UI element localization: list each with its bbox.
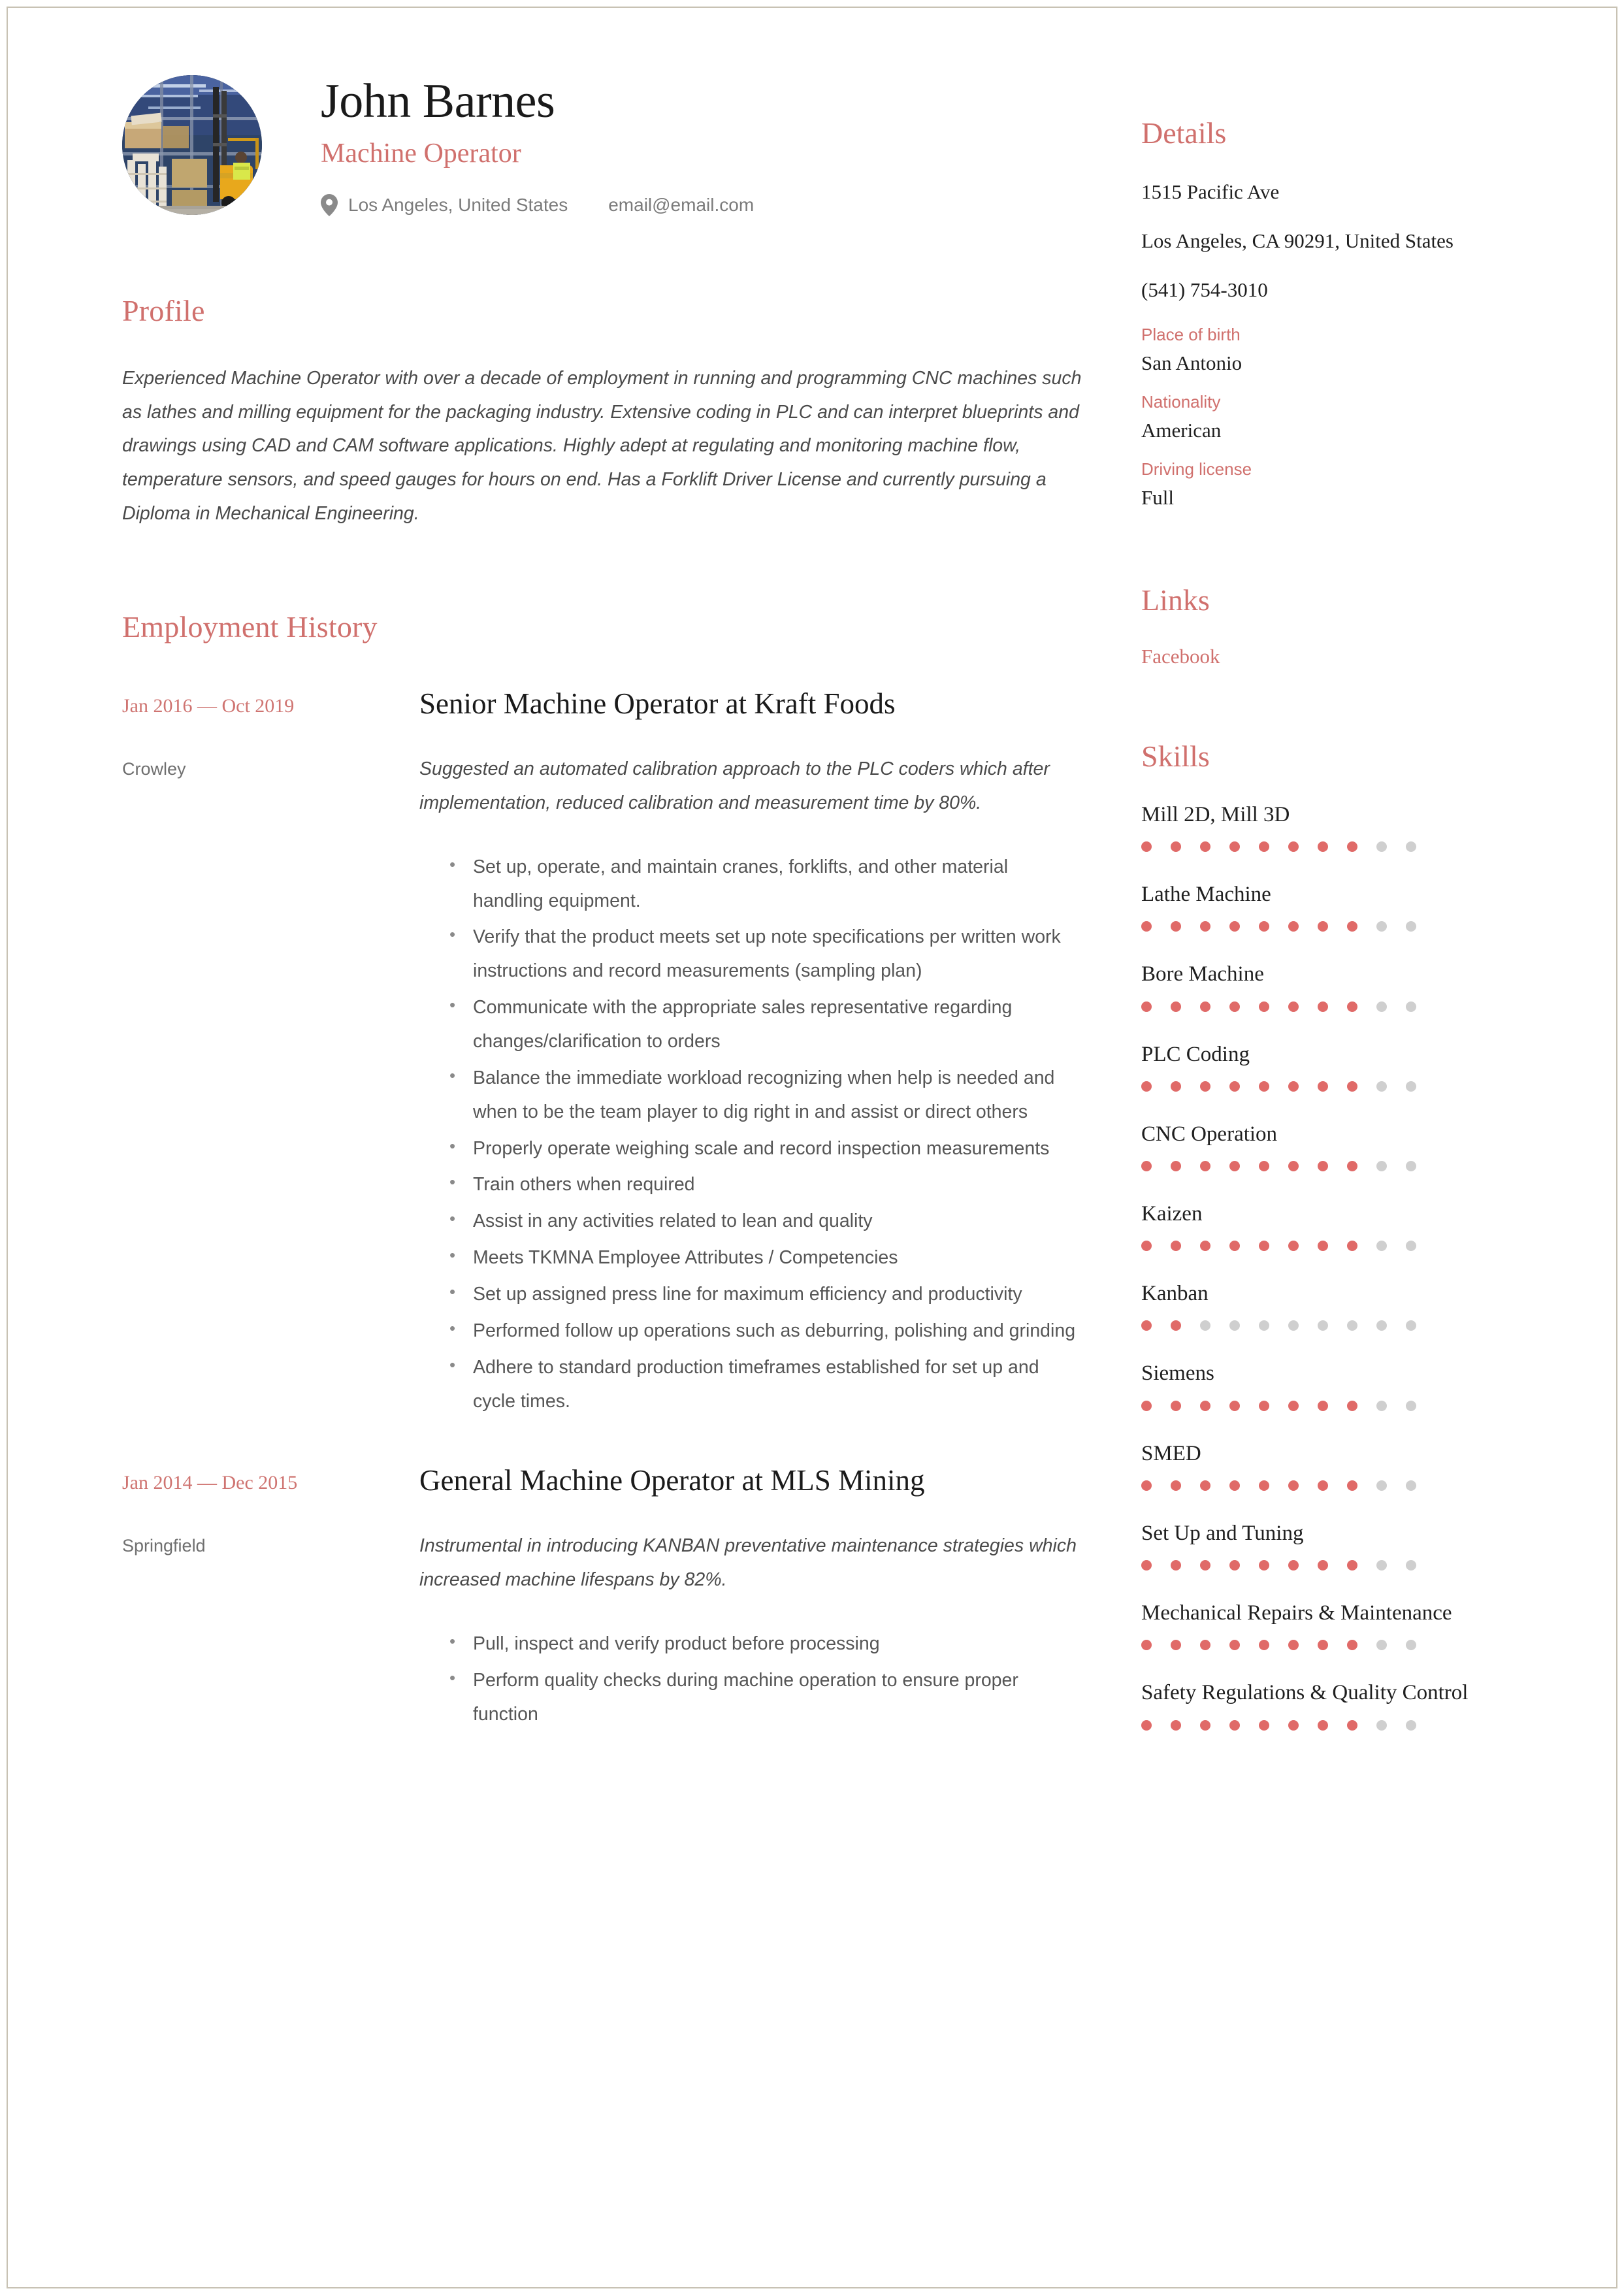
skill-dot-filled xyxy=(1200,1001,1210,1012)
skill-dot-empty xyxy=(1376,1241,1387,1251)
skill-dot-filled xyxy=(1200,1480,1210,1491)
skill-dot-filled xyxy=(1141,1320,1152,1331)
job-bullet: • Set up, operate, and maintain cranes, forklifts, and other material handling equipment. xyxy=(449,851,1082,919)
skill-dot-filled xyxy=(1171,1640,1181,1650)
skill-item xyxy=(1141,881,1538,932)
skill-dot-filled xyxy=(1229,1560,1240,1571)
skill-dot-filled xyxy=(1288,921,1299,932)
skill-dot-filled xyxy=(1171,1001,1181,1012)
skill-dot-empty xyxy=(1406,1320,1416,1331)
skill-item xyxy=(1141,1359,1538,1410)
skill-dot-filled xyxy=(1171,841,1181,852)
skill-dot-empty xyxy=(1406,1161,1416,1171)
resume-page xyxy=(7,7,1617,2288)
skill-dot-filled xyxy=(1318,1720,1328,1731)
job-body xyxy=(419,686,1082,1421)
place-of-birth-label: Place of birth xyxy=(1141,324,1241,344)
skill-item xyxy=(1141,1679,1538,1730)
skill-dot-filled xyxy=(1200,1560,1210,1571)
skill-dot-empty xyxy=(1259,1320,1269,1331)
skill-dot-filled xyxy=(1171,1161,1181,1171)
skill-dot-empty xyxy=(1376,921,1387,932)
skill-dot-filled xyxy=(1259,1081,1269,1092)
skill-dot-filled xyxy=(1347,841,1357,852)
skill-item xyxy=(1141,1520,1538,1571)
skill-dot-filled xyxy=(1141,1081,1152,1092)
skill-dot-filled xyxy=(1347,1401,1357,1411)
driving-license-label: Driving license xyxy=(1141,459,1252,479)
profile-text: Experienced Machine Operator with over a decade of employment in running and programming CNC machines such as lathes and milling equipment for the packaging industry. Extensive coding in PLC and can interpret blueprints and drawings using CAD and CAM software applications. Highly adept at regulating and monitoring machine flow, temperature sensors, and speed gauges for hours on end. Has a Forklift Driver License and currently pursuing a Diploma in Mechanical Engineering. xyxy=(122,367,1082,525)
skills-section xyxy=(1141,739,1538,1731)
skill-rating-dots xyxy=(1141,1640,1538,1650)
job-bullet: • Adhere to standard production timeframes established for set up and cycle times. xyxy=(449,1351,1082,1419)
skill-dot-empty xyxy=(1376,1560,1387,1571)
skill-dot-filled xyxy=(1171,1081,1181,1092)
profile-photo xyxy=(122,75,262,215)
skill-dot-filled xyxy=(1288,1560,1299,1571)
skill-dot-filled xyxy=(1259,1241,1269,1251)
skill-dot-filled xyxy=(1259,841,1269,852)
job-bullet: • Communicate with the appropriate sales representative regarding changes/clarification to orders xyxy=(449,991,1082,1059)
links-section xyxy=(1141,583,1538,668)
skill-dot-empty xyxy=(1406,1081,1416,1092)
skill-dot-filled xyxy=(1259,1401,1269,1411)
skill-rating-dots xyxy=(1141,841,1538,852)
skill-item xyxy=(1141,1440,1538,1491)
job-entry xyxy=(122,686,1082,1421)
skill-rating-dots xyxy=(1141,1401,1538,1411)
skill-dot-filled xyxy=(1141,1480,1152,1491)
skill-dot-empty xyxy=(1376,1720,1387,1731)
skill-dot-filled xyxy=(1171,1480,1181,1491)
skill-name: Set Up and Tuning xyxy=(1141,1521,1304,1545)
skill-dot-filled xyxy=(1171,921,1181,932)
skill-dot-filled xyxy=(1141,921,1152,932)
skill-dot-filled xyxy=(1288,1640,1299,1650)
skill-rating-dots xyxy=(1141,1560,1538,1571)
skill-dot-empty xyxy=(1376,1640,1387,1650)
skill-dot-filled xyxy=(1200,1720,1210,1731)
profile-section xyxy=(122,293,1082,531)
skill-name: Safety Regulations & Quality Control xyxy=(1141,1681,1469,1705)
contact-location: Los Angeles, United States xyxy=(348,194,568,215)
skill-name: PLC Coding xyxy=(1141,1042,1250,1066)
header-text xyxy=(262,70,754,216)
skill-dot-empty xyxy=(1406,1241,1416,1251)
skill-dot-filled xyxy=(1141,1401,1152,1411)
skill-dot-filled xyxy=(1318,1001,1328,1012)
skill-rating-dots xyxy=(1141,1320,1538,1331)
skill-dot-filled xyxy=(1259,1720,1269,1731)
nationality-label: Nationality xyxy=(1141,391,1221,412)
skill-dot-filled xyxy=(1347,1640,1357,1650)
skill-item xyxy=(1141,1280,1538,1331)
skill-dot-filled xyxy=(1200,1640,1210,1650)
skill-item xyxy=(1141,1120,1538,1171)
skill-dot-filled xyxy=(1229,1720,1240,1731)
skill-dot-filled xyxy=(1200,1161,1210,1171)
skill-dot-filled xyxy=(1347,1241,1357,1251)
skill-name: Kaizen xyxy=(1141,1201,1203,1226)
job-bullet: • Perform quality checks during machine operation to ensure proper function xyxy=(449,1664,1082,1732)
skill-dot-filled xyxy=(1347,1161,1357,1171)
skill-dot-filled xyxy=(1347,1001,1357,1012)
skill-name: Bore Machine xyxy=(1141,962,1264,986)
skill-dot-filled xyxy=(1347,1560,1357,1571)
skill-dot-filled xyxy=(1288,1720,1299,1731)
skill-name: Mill 2D, Mill 3D xyxy=(1141,802,1290,826)
contact-email[interactable]: email@email.com xyxy=(608,194,755,215)
details-section xyxy=(1141,116,1538,510)
skill-dot-filled xyxy=(1229,1001,1240,1012)
address-line-2: Los Angeles, CA 90291, United States xyxy=(1141,229,1453,252)
nationality-value: American xyxy=(1141,418,1222,442)
skills-heading: Skills xyxy=(1141,739,1210,773)
job-bullet: • Properly operate weighing scale and record inspection measurements xyxy=(449,1132,1082,1166)
skill-dot-filled xyxy=(1318,1480,1328,1491)
skill-name: CNC Operation xyxy=(1141,1122,1278,1146)
skill-dot-filled xyxy=(1259,921,1269,932)
location-pin-icon xyxy=(321,194,338,216)
skill-dot-empty xyxy=(1376,1081,1387,1092)
skill-dot-filled xyxy=(1141,1640,1152,1650)
skill-item xyxy=(1141,1599,1538,1650)
skill-dot-filled xyxy=(1318,1560,1328,1571)
skill-dot-filled xyxy=(1318,1241,1328,1251)
skill-dot-empty xyxy=(1406,1401,1416,1411)
job-body xyxy=(419,1463,1082,1734)
skill-dot-filled xyxy=(1229,1640,1240,1650)
links-container xyxy=(1141,645,1538,668)
skill-dot-filled xyxy=(1141,1161,1152,1171)
skill-dot-filled xyxy=(1200,1401,1210,1411)
skill-rating-dots xyxy=(1141,1241,1538,1251)
skill-dot-empty xyxy=(1406,1640,1416,1650)
skill-item xyxy=(1141,1041,1538,1092)
skill-name: SMED xyxy=(1141,1441,1201,1465)
skill-dot-filled xyxy=(1229,1161,1240,1171)
skill-item xyxy=(1141,1200,1538,1251)
job-bullet: • Set up assigned press line for maximum efficiency and productivity xyxy=(449,1278,1082,1312)
job-date: Jan 2014 — Dec 2015 xyxy=(122,1472,298,1494)
job-bullet-list xyxy=(419,851,1082,1419)
main-column xyxy=(122,70,1135,1734)
skill-dot-empty xyxy=(1229,1320,1240,1331)
skill-dot-filled xyxy=(1347,1720,1357,1731)
job-bullet: • Balance the immediate workload recognizing when help is needed and when to be the team player to dig right in and assist or direct others xyxy=(449,1062,1082,1130)
skills-container xyxy=(1141,801,1538,1731)
skill-dot-empty xyxy=(1406,1560,1416,1571)
skill-rating-dots xyxy=(1141,921,1538,932)
skill-dot-filled xyxy=(1229,1480,1240,1491)
skill-dot-filled xyxy=(1141,841,1152,852)
skill-rating-dots xyxy=(1141,1001,1538,1012)
skill-dot-filled xyxy=(1171,1720,1181,1731)
skill-dot-empty xyxy=(1376,1401,1387,1411)
job-bullet: • Meets TKMNA Employee Attributes / Competencies xyxy=(449,1241,1082,1275)
skill-dot-filled xyxy=(1288,1161,1299,1171)
job-heading: Senior Machine Operator at Kraft Foods xyxy=(419,687,896,720)
job-city: Crowley xyxy=(122,758,186,779)
skill-dot-filled xyxy=(1288,1081,1299,1092)
job-title-subtitle: Machine Operator xyxy=(321,138,521,169)
skill-dot-filled xyxy=(1318,841,1328,852)
skill-dot-empty xyxy=(1376,1161,1387,1171)
skill-dot-filled xyxy=(1141,1560,1152,1571)
skill-dot-empty xyxy=(1376,1320,1387,1331)
skill-dot-empty xyxy=(1406,921,1416,932)
skill-dot-filled xyxy=(1229,921,1240,932)
skill-dot-empty xyxy=(1376,1001,1387,1012)
job-city: Springfield xyxy=(122,1536,206,1556)
skill-rating-dots xyxy=(1141,1081,1538,1092)
skill-dot-filled xyxy=(1347,1081,1357,1092)
employment-section xyxy=(122,610,1082,1734)
skill-dot-filled xyxy=(1259,1480,1269,1491)
phone-number[interactable]: (541) 754-3010 xyxy=(1141,278,1268,301)
skill-dot-filled xyxy=(1171,1560,1181,1571)
jobs-container xyxy=(122,686,1082,1734)
skill-item xyxy=(1141,960,1538,1011)
links-heading: Links xyxy=(1141,583,1210,617)
job-bullet: • Assist in any activities related to lean and quality xyxy=(449,1205,1082,1239)
skill-dot-filled xyxy=(1318,1161,1328,1171)
skill-dot-filled xyxy=(1288,841,1299,852)
skill-dot-filled xyxy=(1347,1480,1357,1491)
skill-rating-dots xyxy=(1141,1161,1538,1171)
skill-dot-filled xyxy=(1171,1241,1181,1251)
skill-dot-filled xyxy=(1141,1001,1152,1012)
skill-dot-filled xyxy=(1259,1640,1269,1650)
skill-dot-filled xyxy=(1229,1401,1240,1411)
job-bullet: • Verify that the product meets set up note specifications per written work instructions and record measurements (sampling plan) xyxy=(449,920,1082,988)
skill-item xyxy=(1141,801,1538,852)
skill-dot-filled xyxy=(1259,1001,1269,1012)
skill-dot-filled xyxy=(1288,1480,1299,1491)
address-line-1: 1515 Pacific Ave xyxy=(1141,180,1280,203)
skill-dot-filled xyxy=(1229,1241,1240,1251)
profile-heading: Profile xyxy=(122,293,205,327)
skill-dot-empty xyxy=(1318,1320,1328,1331)
skill-dot-filled xyxy=(1318,1640,1328,1650)
skill-dot-filled xyxy=(1171,1401,1181,1411)
details-heading: Details xyxy=(1141,116,1227,150)
contact-row xyxy=(321,194,754,216)
page-title: John Barnes xyxy=(321,74,555,128)
skill-dot-empty xyxy=(1406,1480,1416,1491)
skill-dot-filled xyxy=(1171,1320,1181,1331)
skill-dot-empty xyxy=(1376,841,1387,852)
skill-name: Lathe Machine xyxy=(1141,883,1271,907)
skill-dot-empty xyxy=(1200,1320,1210,1331)
skill-dot-filled xyxy=(1288,1001,1299,1012)
place-of-birth-value: San Antonio xyxy=(1141,351,1242,374)
skill-dot-filled xyxy=(1318,1081,1328,1092)
skill-dot-filled xyxy=(1318,921,1328,932)
skill-name: Siemens xyxy=(1141,1361,1214,1386)
skill-rating-dots xyxy=(1141,1720,1538,1731)
job-summary: Instrumental in introducing KANBAN preventative maintenance strategies which increased machine lifespans by 82%. xyxy=(419,1535,1077,1591)
driving-license-value: Full xyxy=(1141,485,1174,509)
employment-heading: Employment History xyxy=(122,610,378,643)
skill-dot-filled xyxy=(1229,1081,1240,1092)
skill-dot-filled xyxy=(1141,1720,1152,1731)
link-item[interactable]: Facebook xyxy=(1141,644,1220,668)
skill-name: Mechanical Repairs & Maintenance xyxy=(1141,1601,1452,1625)
job-bullet: • Performed follow up operations such as deburring, polishing and grinding xyxy=(449,1314,1082,1348)
skill-dot-empty xyxy=(1347,1320,1357,1331)
resume-header xyxy=(122,70,1082,216)
skill-dot-filled xyxy=(1318,1401,1328,1411)
skill-dot-filled xyxy=(1347,921,1357,932)
skill-dot-filled xyxy=(1259,1560,1269,1571)
job-entry xyxy=(122,1463,1082,1734)
skill-rating-dots xyxy=(1141,1480,1538,1491)
skill-dot-filled xyxy=(1141,1241,1152,1251)
job-bullet: • Train others when required xyxy=(449,1168,1082,1202)
skill-name: Kanban xyxy=(1141,1282,1209,1306)
job-summary: Suggested an automated calibration approach to the PLC coders which after implementation, reduced calibration and measurement time by 80%. xyxy=(419,758,1050,813)
job-date: Jan 2016 — Oct 2019 xyxy=(122,694,295,717)
skill-dot-filled xyxy=(1259,1161,1269,1171)
sidebar-column xyxy=(1135,70,1538,1759)
skill-dot-filled xyxy=(1288,1241,1299,1251)
skill-dot-empty xyxy=(1376,1480,1387,1491)
skill-dot-empty xyxy=(1406,841,1416,852)
job-bullet-list xyxy=(419,1627,1082,1732)
job-bullet: • Pull, inspect and verify product before processing xyxy=(449,1627,1082,1661)
skill-dot-filled xyxy=(1229,841,1240,852)
skill-dot-filled xyxy=(1200,1241,1210,1251)
skill-dot-filled xyxy=(1200,1081,1210,1092)
job-heading: General Machine Operator at MLS Mining xyxy=(419,1464,925,1497)
skill-dot-empty xyxy=(1406,1720,1416,1731)
skill-dot-empty xyxy=(1406,1001,1416,1012)
job-meta xyxy=(122,686,419,779)
skill-dot-empty xyxy=(1288,1320,1299,1331)
skill-dot-filled xyxy=(1288,1401,1299,1411)
job-meta xyxy=(122,1463,419,1556)
skill-dot-filled xyxy=(1200,921,1210,932)
skill-dot-filled xyxy=(1200,841,1210,852)
